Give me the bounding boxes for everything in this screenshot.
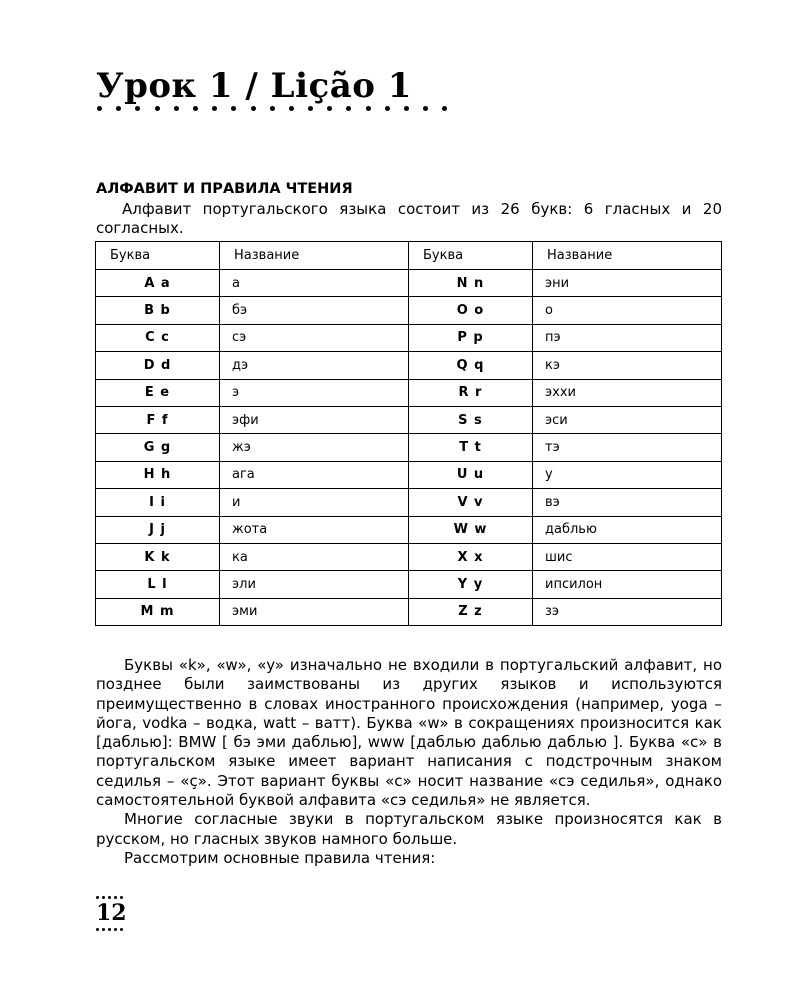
letter-cell: U u: [409, 461, 533, 488]
name-cell: эфи: [220, 406, 409, 433]
name-cell: жэ: [220, 434, 409, 461]
table-row: [96, 406, 722, 433]
intro-paragraph: Алфавит португальского языка состоит из 26 букв: 6 гласных и 20 согласных.: [96, 200, 722, 237]
body-text: [96, 656, 722, 868]
name-cell: эси: [533, 406, 722, 433]
name-cell: жота: [220, 516, 409, 543]
header-name-2: Название: [533, 242, 722, 270]
name-cell: эли: [220, 571, 409, 598]
letter-cell: M m: [96, 598, 220, 625]
name-cell: э: [220, 379, 409, 406]
page-number: [96, 895, 130, 931]
name-cell: кэ: [533, 352, 722, 379]
name-cell: у: [533, 461, 722, 488]
table-header-row: [96, 242, 722, 270]
letter-cell: F f: [96, 406, 220, 433]
letter-cell: S s: [409, 406, 533, 433]
page-number-value: 12: [96, 900, 127, 926]
name-cell: даблью: [533, 516, 722, 543]
name-cell: ага: [220, 461, 409, 488]
letter-cell: Q q: [409, 352, 533, 379]
name-cell: а: [220, 270, 409, 297]
table-row: [96, 461, 722, 488]
name-cell: дэ: [220, 352, 409, 379]
letter-cell: Y y: [409, 571, 533, 598]
name-cell: эни: [533, 270, 722, 297]
letter-cell: N n: [409, 270, 533, 297]
table-row: [96, 379, 722, 406]
table-row: [96, 489, 722, 516]
table-row: [96, 352, 722, 379]
title-dotted-underline: [97, 106, 447, 111]
name-cell: шис: [533, 543, 722, 570]
name-cell: ипсилон: [533, 571, 722, 598]
table-row: [96, 571, 722, 598]
letter-cell: Z z: [409, 598, 533, 625]
table-row: [96, 543, 722, 570]
name-cell: эххи: [533, 379, 722, 406]
letter-cell: W w: [409, 516, 533, 543]
letter-cell: B b: [96, 297, 220, 324]
name-cell: вэ: [533, 489, 722, 516]
name-cell: и: [220, 489, 409, 516]
letter-cell: E e: [96, 379, 220, 406]
lesson-title: Урок 1 / Lição 1: [96, 66, 412, 106]
letter-cell: T t: [409, 434, 533, 461]
table-row: [96, 324, 722, 351]
paragraph-consonants: Многие согласные звуки в португальском языке произносятся как в русском, но гласных звуков намного больше.: [96, 810, 722, 848]
letter-cell: J j: [96, 516, 220, 543]
table-row: [96, 516, 722, 543]
header-letter-1: Буква: [96, 242, 220, 270]
name-cell: о: [533, 297, 722, 324]
letter-cell: H h: [96, 461, 220, 488]
header-name-1: Название: [220, 242, 409, 270]
letter-cell: L l: [96, 571, 220, 598]
letter-cell: O o: [409, 297, 533, 324]
table-row: [96, 434, 722, 461]
name-cell: зэ: [533, 598, 722, 625]
name-cell: тэ: [533, 434, 722, 461]
letter-cell: X x: [409, 543, 533, 570]
letter-cell: G g: [96, 434, 220, 461]
letter-cell: K k: [96, 543, 220, 570]
paragraph-reading-rules: Рассмотрим основные правила чтения:: [124, 848, 436, 867]
section-heading: АЛФАВИТ И ПРАВИЛА ЧТЕНИЯ: [96, 181, 353, 197]
name-cell: ка: [220, 543, 409, 570]
letter-cell: I i: [96, 489, 220, 516]
name-cell: пэ: [533, 324, 722, 351]
letter-cell: C c: [96, 324, 220, 351]
letter-cell: D d: [96, 352, 220, 379]
name-cell: эми: [220, 598, 409, 625]
letter-cell: V v: [409, 489, 533, 516]
table-row: [96, 598, 722, 625]
table-row: [96, 297, 722, 324]
paragraph-foreign-letters: Буквы «k», «w», «y» изначально не входили в португальский алфавит, но позднее были заимствованы из других языков и используются преимущественно в словах иностранного происхождения (например, yoga – йога, vodka – водка, watt – ватт). Буква «w» в сокращениях произносится как [даблью]: BMW [ бэ эми даблью], www [даблью даблью даблью ]. Буква «c» в португальском языке имеет вариант написания с подстрочным знаком седилья – «ç». Этот вариант буквы «c» носит название «сэ седилья», однако самостоятельной буквой алфавита «сэ седилья» не является.: [96, 656, 722, 810]
header-letter-2: Буква: [409, 242, 533, 270]
name-cell: бэ: [220, 297, 409, 324]
name-cell: сэ: [220, 324, 409, 351]
page-number-top-dots: [96, 895, 130, 899]
page-number-bottom-dots: [96, 927, 130, 931]
letter-cell: R r: [409, 379, 533, 406]
letter-cell: P p: [409, 324, 533, 351]
alphabet-table: [95, 241, 722, 626]
letter-cell: A a: [96, 270, 220, 297]
table-row: [96, 270, 722, 297]
